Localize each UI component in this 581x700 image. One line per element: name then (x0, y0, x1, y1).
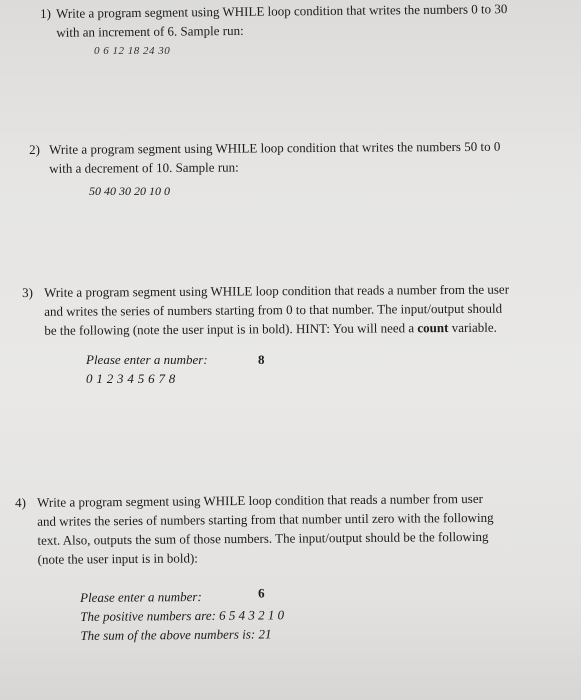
question-2-line-1: Write a program segment using WHILE loop condition that writes the numbers 50 to 0 (49, 138, 501, 157)
question-2 (29, 136, 559, 180)
question-4-user-input: 6 (257, 585, 265, 601)
question-1 (40, 0, 560, 44)
question-3-sample-run (86, 350, 286, 390)
question-1-number: 1) (40, 5, 52, 21)
question-4 (15, 488, 566, 573)
question-3-user-input: 8 (258, 352, 265, 367)
question-1-sample-output: 0 6 12 18 24 30 (94, 45, 171, 57)
question-3-line-3: be the following (note the user input is in bold). HINT: You will need a count variable. (44, 319, 497, 338)
question-4-number: 4) (15, 494, 26, 510)
question-3 (22, 279, 562, 343)
question-3-line-1: Write a program segment using WHILE loop condition that reads a number from the user (44, 281, 510, 300)
question-3-number: 3) (22, 284, 33, 300)
question-4-line-4: (note the user input is in bold): (37, 550, 198, 567)
question-4-output-2: The sum of the above numbers is: 21 (80, 626, 272, 643)
question-4-line-1: Write a program segment using WHILE loop condition that reads a number from user (37, 490, 483, 510)
question-4-line-3: text. Also, outputs the sum of those numbers. The input/output should be the following (37, 528, 489, 548)
question-4-prompt: Please enter a number: (80, 588, 202, 605)
question-4-output-1: The positive numbers are: 6 5 4 3 2 1 0 (80, 607, 285, 624)
question-2-line-2: with a decrement of 10. Sample run: (49, 159, 239, 176)
question-4-line-2: and writes the series of numbers starting from that number until zero with the following (37, 509, 494, 529)
question-2-sample-output: 50 40 30 20 10 0 (89, 184, 170, 198)
question-3-output: 0 1 2 3 4 5 6 7 8 (86, 371, 176, 386)
question-1-line-2: with an increment of 6. Sample run: (56, 22, 244, 40)
question-4-sample-run (80, 586, 341, 648)
question-1-line-1: Write a program segment using WHILE loop condition that writes the numbers 0 to 30 (56, 1, 508, 21)
count-keyword: count (417, 320, 449, 336)
question-2-number: 2) (29, 141, 40, 157)
question-3-prompt: Please enter a number: (86, 352, 208, 367)
question-3-line-2: and writes the series of numbers starting from 0 to that number. The input/output should (44, 300, 503, 319)
